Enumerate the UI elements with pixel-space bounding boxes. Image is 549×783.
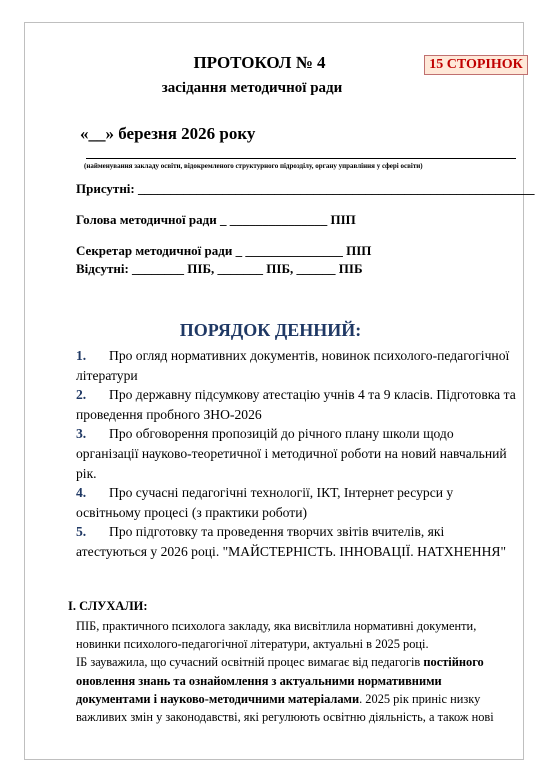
agenda-item-number: 5. [76,524,87,540]
agenda-item-number: 3. [76,426,87,442]
meeting-date: «__» березня 2026 року [80,124,256,143]
protocol-title: ПРОТОКОЛ № 4 [193,53,326,72]
heard-paragraph-2 [76,653,516,726]
absent-line: Відсутні: ________ ПІБ, _______ ПІБ, ______ ПІБ [76,261,363,276]
agenda-item [76,483,516,522]
secretary-line: Секретар методичної ради _ _______________ ПІП [76,243,372,258]
pages-count-badge: 15 СТОРІНОК [424,55,528,75]
heard-p2-bold: постійного оновлення знань та ознайомлення з актуальними нормативними документами і науково-методичними матеріалами [76,655,484,706]
heard-paragraph-1: ПІБ, практичного психолога закладу, яка висвітлила нормативні документи, новинки психолого-педагогічної літератури, актуальні в 2025 році. [76,619,477,652]
agenda-item-number: 4. [76,485,87,501]
agenda-item [76,424,516,483]
agenda-item [76,522,516,561]
agenda-item-text: Про сучасні педагогічні технології, ІКТ, Інтернет ресурси у освітньому процесі (з практики роботи) [76,485,454,520]
heard-p2-end: . 2025 рік приніс низку важливих змін у законодавстві, які регулюють освітню діяльність, а також нові [76,691,494,725]
institution-caption: (найменування закладу освіти, відокремленого структурного підрозділу, органу управління у сфері освіти) [84,162,423,170]
agenda-item [76,346,516,385]
present-line: Присутні: _____________________________________________________________ [76,181,535,196]
heard-p2-start: ІБ зауважила, що сучасний освітній процес вимагає від педагогів [76,655,424,670]
agenda-item-number: 1. [76,348,87,363]
heard-section-title: І. СЛУХАЛИ: [68,599,148,613]
head-line: Голова методичної ради _ _______________ ПІП [76,212,356,227]
agenda-item-text: Про державну підсумкову атестацію учнів 4 та 9 класів. Підготовка та проведення пробного ЗНО-2026 [76,387,516,422]
agenda-item-text: Про підготовку та проведення творчих звітів вчителів, які атестуються у 2026 році. "МАЙСТЕРНІСТЬ. ІННОВАЦІЇ. НАТХНЕННЯ" [76,524,507,559]
agenda-item [76,385,516,424]
agenda-item-number: 2. [76,387,87,403]
agenda-item-text: Про огляд нормативних документів, новинок психолого-педагогічної літератури [76,348,510,383]
agenda-heading: ПОРЯДОК ДЕННИЙ: [179,320,362,340]
agenda-item-text: Про обговорення пропозицій до річного плану школи щодо організації науково-теоретичної і методичної роботи на новий навчальний рік. [76,426,507,481]
agenda-list [76,346,516,562]
institution-underline [86,158,516,159]
protocol-subtitle: засідання методичної ради [161,80,343,96]
heard-section-body [76,617,516,726]
